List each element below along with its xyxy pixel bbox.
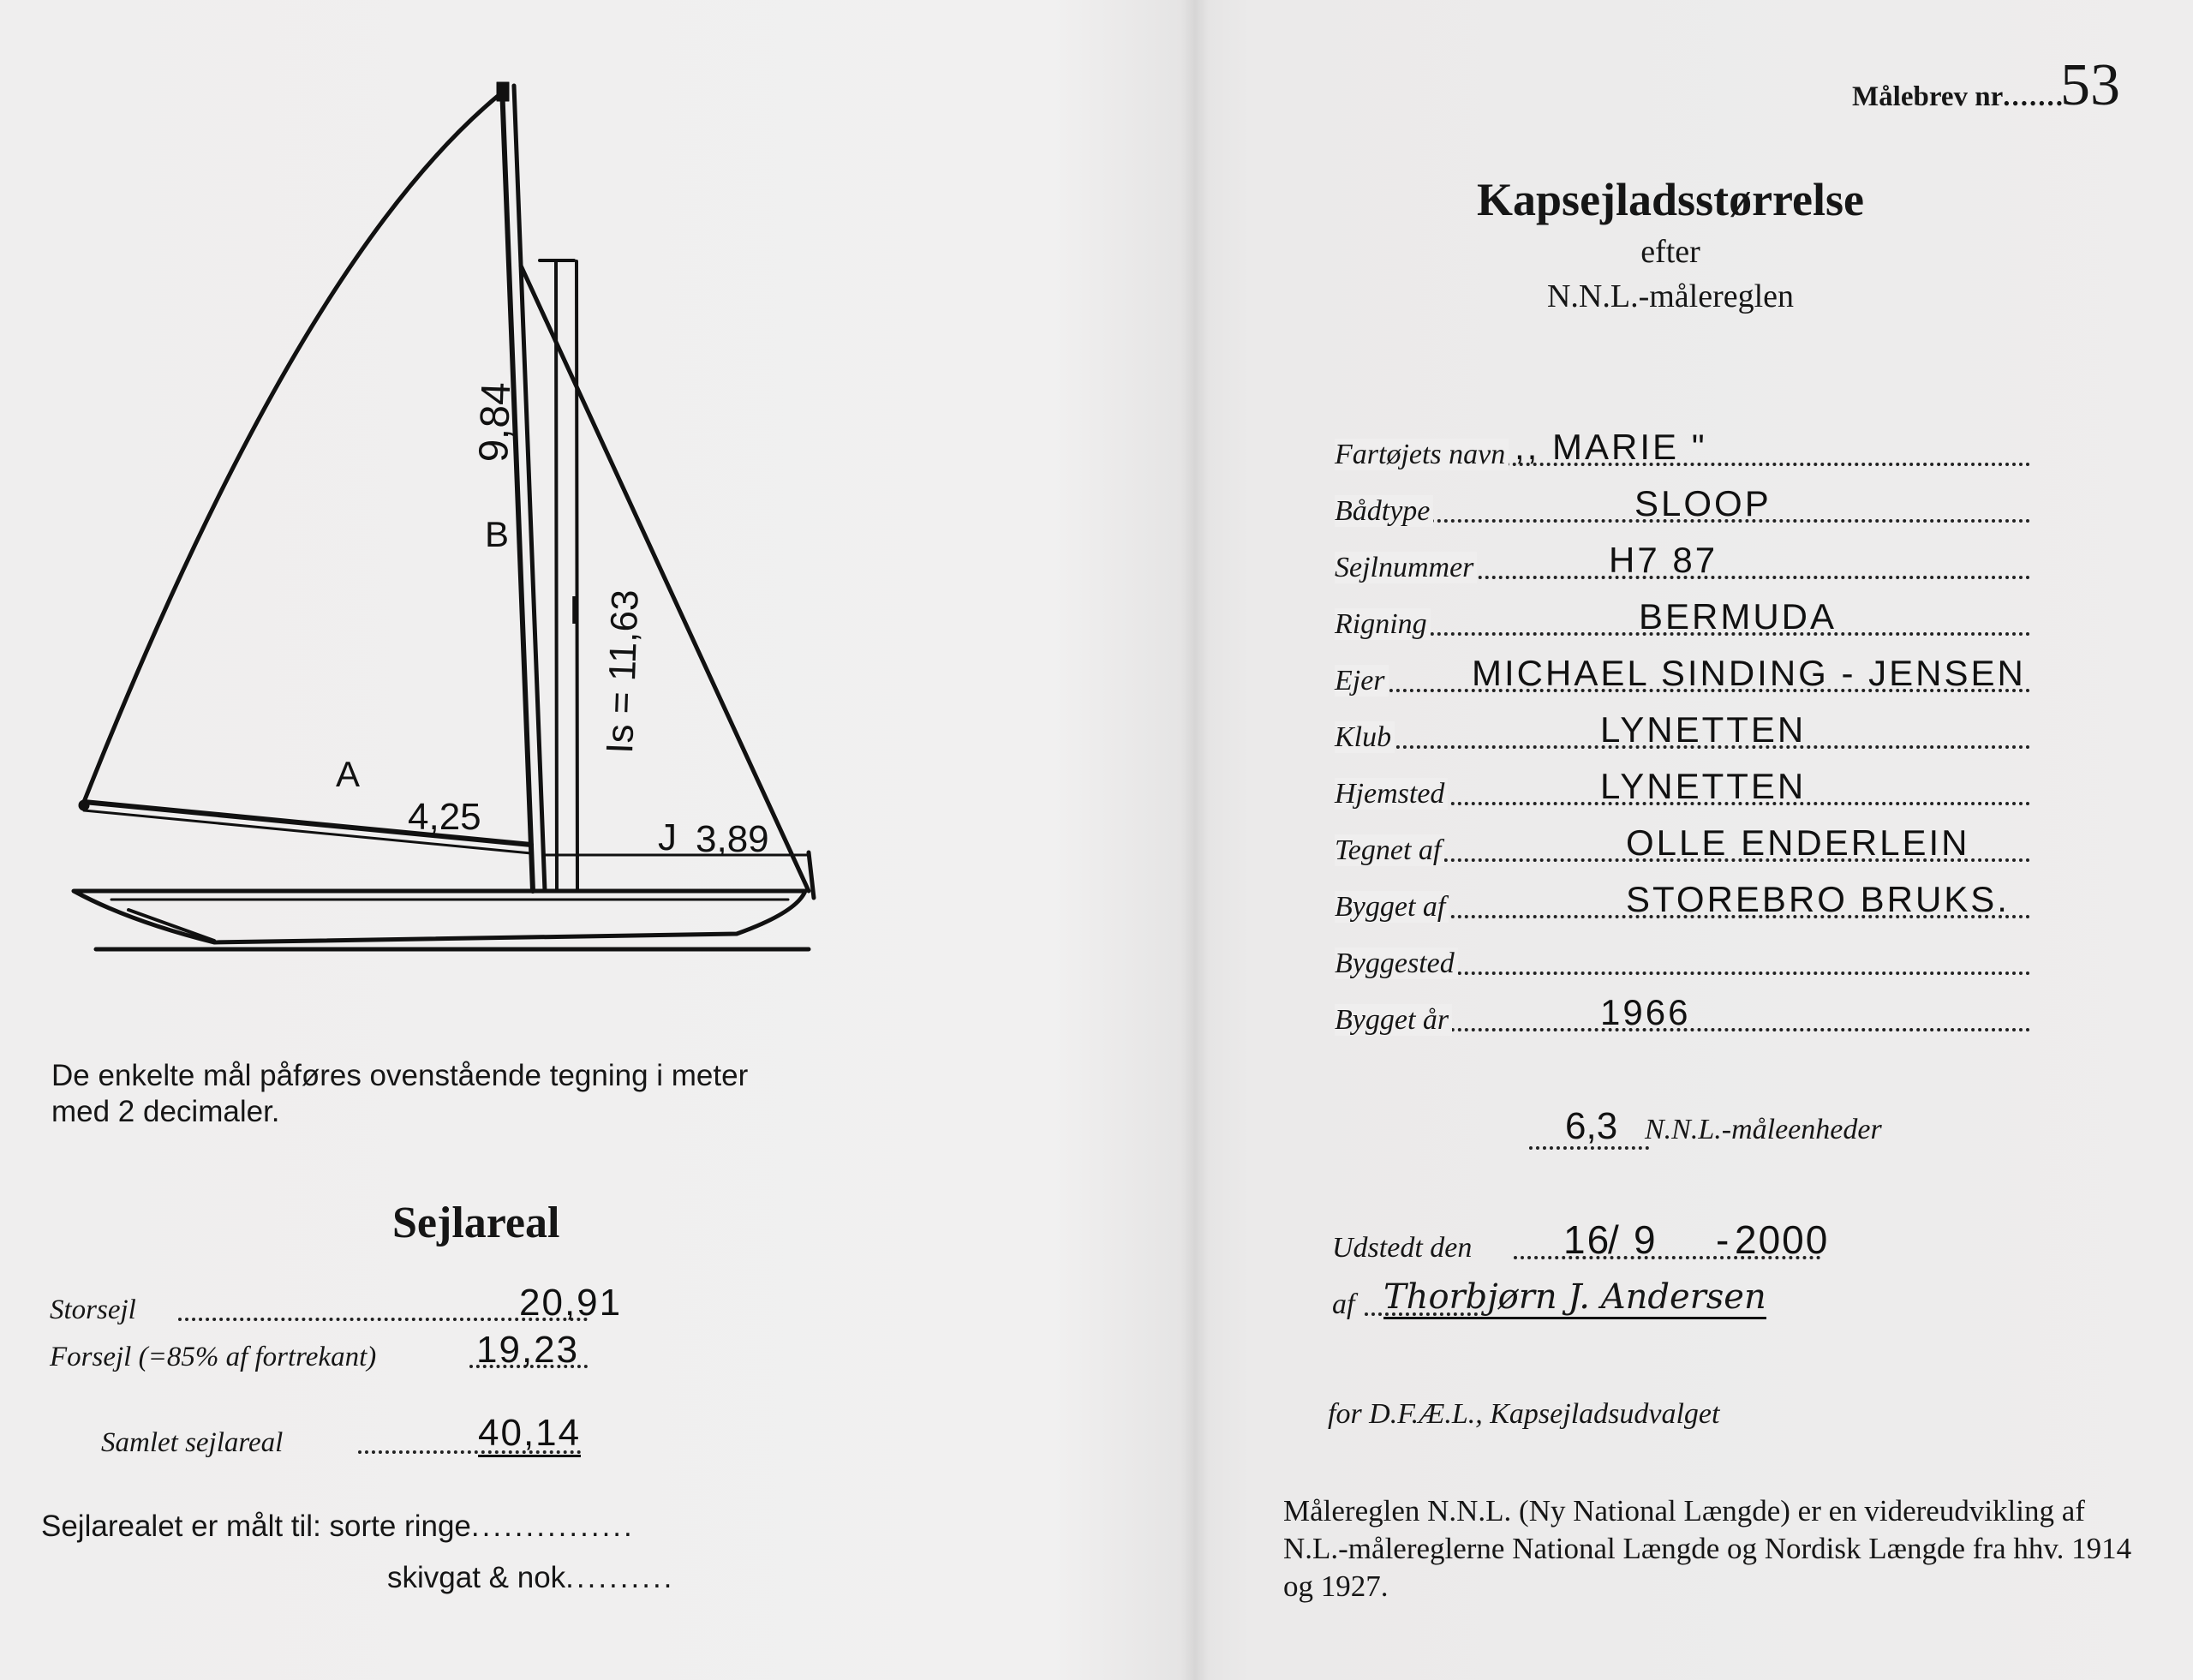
- field-row: [1335, 596, 2030, 641]
- field-row: [1335, 822, 2030, 867]
- field-value: LYNETTEN: [1600, 709, 1807, 750]
- label-b: B: [485, 514, 510, 554]
- field-label: Ejer: [1335, 665, 1389, 697]
- field-label: Tegnet af: [1335, 834, 1444, 866]
- signature: Thorbjørn J. Andersen: [1383, 1277, 1766, 1319]
- rule-note: Målereglen N.N.L. (Ny National Længde) er en videreudvikling af N.L.-målereglerne National Længde og Nordisk Længde fra hhv. 1914 og 1927.: [1283, 1494, 2132, 1603]
- value-a: 4,25: [408, 796, 481, 838]
- field-row: [1335, 992, 2030, 1037]
- field-value: LYNETTEN: [1600, 766, 1807, 806]
- units-label: N.N.L.-måleenheder: [1645, 1114, 1882, 1145]
- subtitle-rule: N.N.L.-målereglen: [1546, 278, 1795, 314]
- field-value: OLLE ENDERLEIN: [1626, 822, 1970, 863]
- malebrev-number: 53: [2060, 52, 2120, 118]
- measured-line-1: Sejlarealet er målt til: sorte ringe...............: [41, 1510, 635, 1543]
- sejlareal-title: Sejlareal: [392, 1199, 560, 1247]
- storsejl-row: [50, 1282, 623, 1326]
- field-value: STOREBRO BRUKS.: [1626, 879, 2010, 919]
- forsejl-row: [50, 1329, 588, 1373]
- units-value: 6,3: [1565, 1105, 1618, 1147]
- issued-by-label: af: [1332, 1288, 1355, 1320]
- field-label: Fartøjets navn: [1335, 439, 1509, 470]
- field-label: Bådtype: [1335, 495, 1433, 527]
- field-value: H7 87: [1609, 540, 1718, 580]
- forestay: [521, 266, 809, 891]
- issued-year: 2000: [1735, 1217, 1830, 1262]
- storsejl-value: 20,91: [519, 1282, 623, 1324]
- field-value: SLOOP: [1634, 483, 1772, 523]
- page-title: Kapsejladsstørrelse: [1477, 174, 1864, 225]
- field-row: [1335, 653, 2030, 697]
- forsejl-label: Forsejl (=85% af fortrekant): [50, 1342, 377, 1372]
- field-label: Sejlnummer: [1335, 552, 1477, 583]
- value-j: 3,89: [696, 818, 769, 860]
- measured-line-2: skivgat & nok..........: [387, 1561, 675, 1594]
- field-row: [1335, 936, 2030, 980]
- issued-label: Udstedt den: [1332, 1232, 1473, 1264]
- i-measurement-line: [556, 261, 557, 891]
- field-row: [1335, 540, 2030, 584]
- value-b: 9,84: [471, 381, 520, 463]
- field-value: ,, MARIE ": [1515, 427, 1707, 467]
- center-fold: [1180, 0, 1210, 1680]
- label-j: J: [658, 816, 677, 858]
- field-value: BERMUDA: [1639, 596, 1837, 637]
- sail-plan-diagram: [0, 0, 857, 985]
- issued-by-row: [1332, 1276, 1880, 1321]
- field-label: Bygget år: [1335, 1004, 1452, 1036]
- forsejl-value: 19,23: [476, 1329, 580, 1371]
- field-value: MICHAEL SINDING - JENSEN: [1472, 653, 2026, 693]
- instructions: [51, 1058, 748, 1130]
- field-row: [1335, 879, 2030, 924]
- mainsail-leech: [84, 93, 502, 802]
- samlet-row: [101, 1412, 582, 1459]
- field-value: 1966: [1600, 992, 1691, 1032]
- field-label: Rigning: [1335, 608, 1431, 640]
- malebrev-label: Målebrev nr.......: [1852, 81, 2065, 112]
- issued-month: 9: [1634, 1217, 1658, 1262]
- issued-day: 16: [1563, 1217, 1611, 1262]
- label-a: A: [336, 754, 361, 794]
- instruction-line-1: De enkelte mål påføres ovenstående tegning i meter: [51, 1059, 749, 1092]
- field-label: Bygget af: [1335, 891, 1449, 923]
- samlet-value: 40,14: [478, 1412, 581, 1457]
- field-label: Hjemsted: [1335, 778, 1448, 810]
- field-row: [1335, 766, 2030, 810]
- field-label: Byggested: [1335, 948, 1458, 979]
- label-i: I: [569, 588, 580, 632]
- value-is: Is = 11,63: [599, 589, 647, 755]
- field-row: [1335, 483, 2030, 528]
- subtitle-efter: efter: [1640, 234, 1700, 270]
- field-row: [1335, 427, 2030, 471]
- field-label: Klub: [1335, 721, 1395, 753]
- storsejl-label: Storsejl: [50, 1294, 136, 1325]
- issuer-text: for D.F.Æ.L., Kapsejladsudvalget: [1328, 1398, 1720, 1430]
- issued-date-row: Udstedt den 16 / 9 - 2000: [1332, 1217, 1830, 1264]
- instruction-line-2: med 2 decimaler.: [51, 1095, 280, 1128]
- field-row: [1335, 709, 2030, 754]
- samlet-label: Samlet sejlareal: [101, 1427, 284, 1458]
